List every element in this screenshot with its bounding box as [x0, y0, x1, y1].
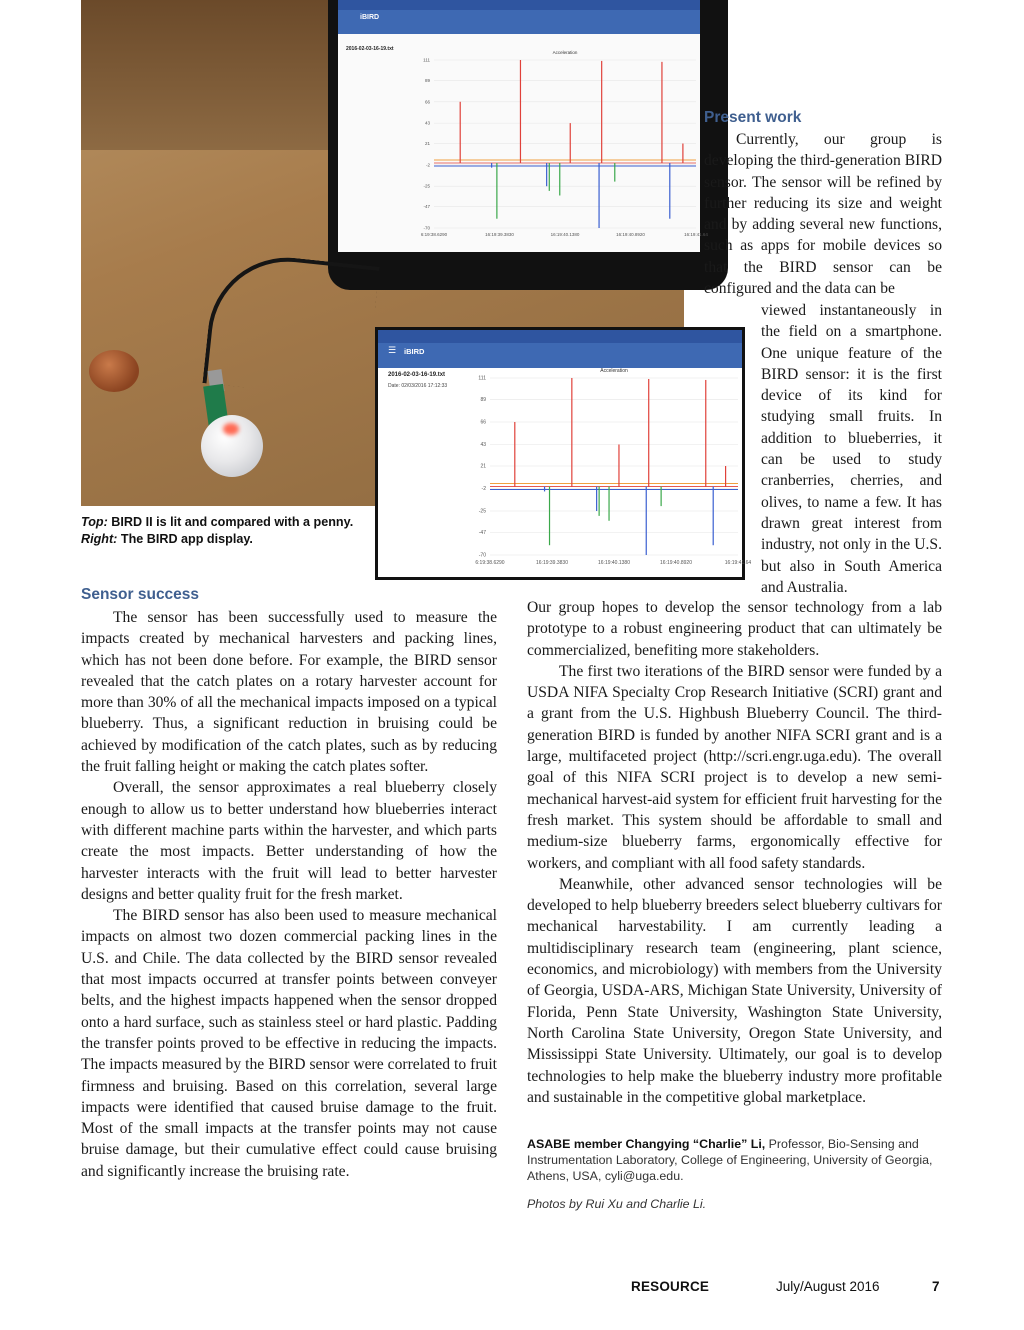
chart-y-tick-label: 43 — [424, 120, 430, 126]
footer-magazine: RESOURCE — [631, 1279, 710, 1294]
chart-y-tick-label: -70 — [423, 225, 430, 231]
chart-y-tick-label: -47 — [478, 530, 486, 537]
chart-y-tick-label: 111 — [423, 57, 430, 63]
menu-icon[interactable]: ☰ — [388, 346, 397, 356]
inset-file-date: Date: 02/03/2016 17:12:33 — [388, 383, 448, 389]
present-work-body — [527, 597, 942, 1108]
present-work-heading: Present work — [704, 109, 802, 126]
chart-y-tick-label: -2 — [425, 162, 430, 168]
usb-cable — [202, 250, 379, 400]
sensor-success-p2: Overall, the sensor approximates a real blueberry closely enough to allow us to better understand how blueberries interact with different machine parts within the harvester, and which parts create the most impacts. Better understanding of how the harvester interacts with the fruit will lead to better harvester designs and better quality fruit for the fresh market. — [81, 779, 497, 903]
inset-app-title: iBIRD — [404, 347, 425, 356]
chart-y-tick-label: 66 — [424, 99, 430, 105]
chart-y-tick-label: 89 — [480, 397, 486, 404]
author-name: ASABE member Changying “Charlie” Li, — [527, 1137, 766, 1151]
chart-y-tick-label: 21 — [424, 141, 430, 147]
chart-x-tick-label: 16:19:40.1380 — [550, 232, 580, 238]
app-display-inset — [375, 327, 752, 580]
chart-y-tick-label: 89 — [424, 77, 430, 83]
present-work-p1b: viewed instantaneously in the field on a smartphone. One unique feature of the BIRD sensor: it is the first device of its kind for studying small fruits. In addition to blueberries, it can be used to study cranberries, cherries, and olives, to name a few. It has drawn great interest from industry, not only in the U.S. but also in South America and Australia. — [761, 302, 942, 596]
tablet-screen — [338, 0, 708, 252]
present-work-p3: Meanwhile, other advanced sensor technologies will be developed to help blueberry breeders select blueberry cultivars for mechanical harvestability. I am currently leading a multidisciplinary research team (engineering, plant science, economics, and microbiology) with members from the University of Georgia, USDA-ARS, Michigan State University, University of Florida, Penn State University, Washington State University, North Carolina State University, Oregon State University, and Mississippi State University. Ultimately, our goal is to develop technologies to help make the blueberry industry more profitable and sustainable in the competitive global marketplace. — [527, 875, 942, 1106]
chart-y-tick-label: 21 — [480, 463, 486, 470]
present-work-p2: The first two iterations of the BIRD sensor were funded by a USDA NIFA Specialty Crop Research Initiative (SCRI) grant and a grant from the U.S. Highbush Blueberry Council. The third-generation BIRD is funded by another NIFA SCRI grant and is a large, multifaceted project (http://scri.engr.uga.edu). The overall goal of this NIFA SCRI project is to develop a new semi-mechanical harvest-aid system for efficient fruit harvesting for the fresh market. This system should be affordable to small and medium-size blueberry farms, ergonomically effective for workers, and compliant with all food safety standards. — [527, 662, 942, 872]
chart-y-tick-label: -70 — [478, 552, 486, 559]
tablet-chart — [338, 0, 708, 252]
present-work-intro-b — [761, 300, 942, 598]
sensor-led-glow — [223, 423, 239, 435]
chart-x-tick-label: 16:19:41.64 — [684, 232, 708, 238]
sensor-success-p3: The BIRD sensor has also been used to measure mechanical impacts on almost two dozen commercial packing lines in the U.S. and Chile. The data collected by the BIRD sensor revealed that most impacts occurred at transfer points between conveyer belts, and the highest impacts happened when the sensor dropped onto a hard surface, such as stainless steel or hard plastic. Padding the transfer points proved to be effective in reducing the impacts. The impacts measured by the BIRD sensor were correlated to fruit firmness and bruising. Based on this correlation, several large impacts were identified that caused bruise damage to the fruit. Most of the small impacts at the transfer points may not cause bruise damage, but their cumulative effect could cause bruising and significantly increase the bruising rate. — [81, 907, 497, 1180]
chart-title: Acceleration — [600, 368, 628, 374]
present-work-intro-a — [704, 129, 942, 299]
sensor-success-p1: The sensor has been successfully used to measure the impacts created by mechanical harvesters and packing lines, which has not been done before. For example, the BIRD sensor revealed that the catch plates on a rotary harvester account for more than 30% of all the mechanical impacts imposed on a typical blueberry. Thus, a significant reduction in bruising could be achieved by modification of the catch plates, such as by reducing the fruit falling height or making the catch plates softer. — [81, 609, 497, 776]
chart-x-tick-label: 16:19:40.8920 — [616, 232, 645, 238]
photo-credits: Photos by Rui Xu and Charlie Li. — [527, 1197, 707, 1211]
chart-y-tick-label: 66 — [480, 419, 486, 426]
chart-y-tick-label: -25 — [478, 508, 486, 515]
inset-chart — [378, 330, 752, 577]
caption-top-label: Top: — [81, 515, 108, 529]
chart-x-tick-label: 16:19:40.1380 — [598, 560, 630, 566]
chart-y-tick-label: 111 — [478, 375, 486, 382]
author-bio — [527, 1136, 942, 1184]
chart-y-tick-label: 43 — [480, 442, 486, 449]
chart-x-tick-label: 16:19:39.3830 — [485, 232, 514, 238]
chart-x-tick-label: 6:19:38.6290 — [475, 560, 505, 566]
caption-top-text: BIRD II is lit and compared with a penny. — [107, 515, 354, 529]
footer-page-number: 7 — [932, 1279, 940, 1294]
inset-file-name: 2016-02-03-16-19.txt — [388, 372, 446, 378]
sensor-success-body — [81, 607, 497, 1182]
sensor-success-heading: Sensor success — [81, 586, 200, 603]
photo-caption — [81, 514, 361, 548]
tablet-device — [328, 0, 728, 290]
chart-x-tick-label: 16:19:40.8920 — [660, 560, 692, 566]
present-work-p1a: Currently, our group is developing the third-generation BIRD sensor. The sensor will be refined by further reducing its size and weight and by adding several new functions, such as apps for mobile devices so that the BIRD sensor can be configured and the data can be — [704, 131, 942, 298]
chart-x-tick-label: 6:19:38.6290 — [420, 232, 448, 238]
footer-issue: July/August 2016 — [776, 1279, 880, 1294]
caption-right-label: Right: — [81, 532, 118, 546]
chart-title: Acceleration — [552, 50, 578, 55]
chart-x-tick-label: 16:19:41.64 — [724, 560, 752, 566]
chart-y-tick-label: -47 — [423, 204, 430, 210]
chart-x-tick-label: 16:19:39.3830 — [536, 560, 568, 566]
penny — [89, 350, 139, 392]
chart-y-tick-label: -2 — [481, 486, 486, 493]
chart-y-tick-label: -25 — [423, 183, 430, 189]
tablet-app-title: iBIRD — [360, 14, 380, 21]
tablet-file-name: 2016-02-03-16-19.txt — [346, 46, 394, 52]
author-details: Professor, Bio-Sensing and Instrumentation Laboratory, College of Engineering, University of Georgia, Athens, USA, cyli@uga.edu. — [527, 1137, 933, 1183]
present-work-p1c: Our group hopes to develop the sensor technology from a lab prototype to a robust engineering product that can ultimately be commercialized, benefiting more stakeholders. — [527, 599, 942, 659]
caption-right-text: The BIRD app display. — [117, 532, 253, 546]
